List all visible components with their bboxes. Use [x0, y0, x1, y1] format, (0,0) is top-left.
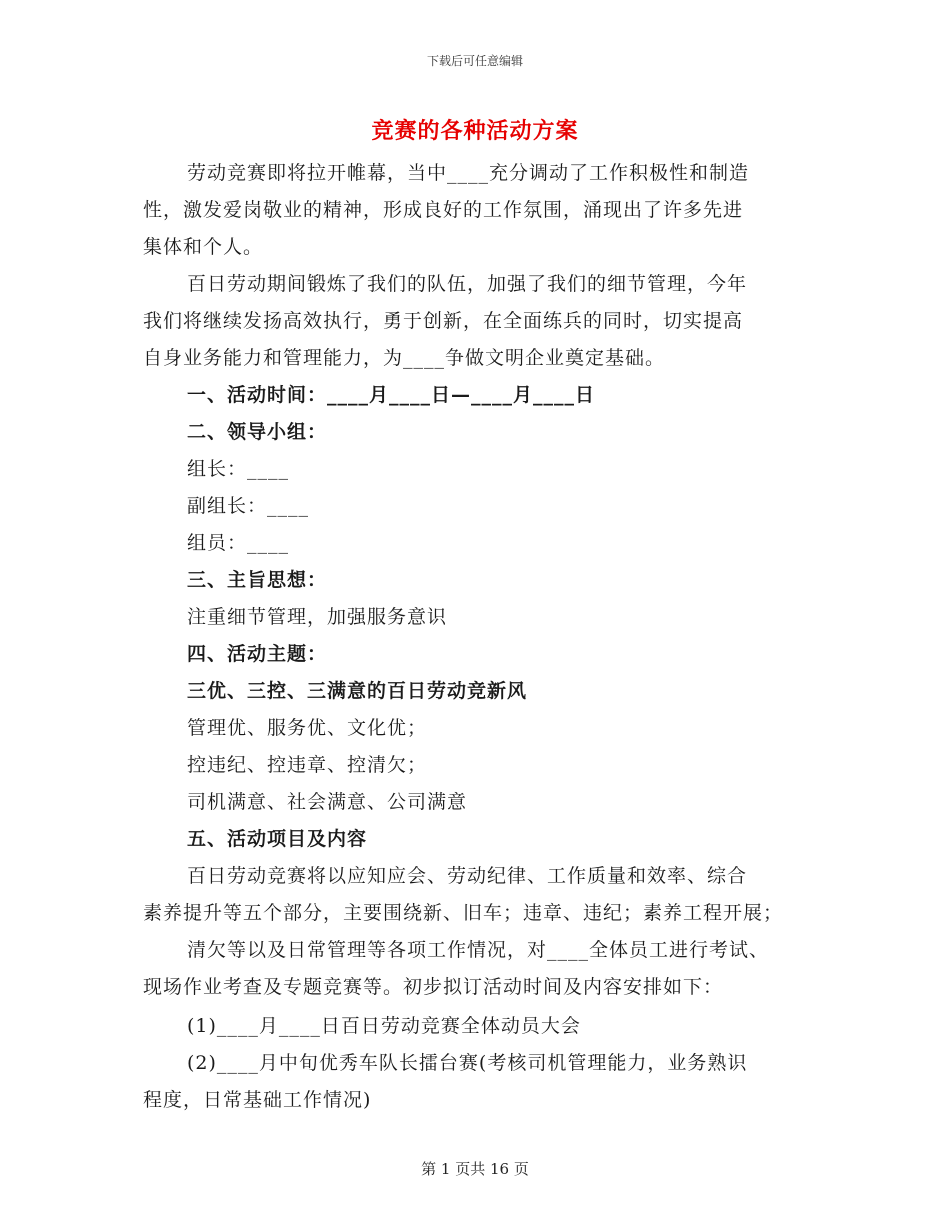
- deputy-leader-field: 副组长：____: [187, 495, 310, 517]
- paragraph-line: 性，激发爱岗敬业的精神，形成良好的工作氛围，涌现出了许多先进: [143, 199, 744, 221]
- section-heading-purpose: 三、主旨思想：: [187, 569, 328, 591]
- list-item: 控违纪、控违章、控清欠；: [187, 754, 428, 776]
- paragraph-line: 自身业务能力和管理能力，为____争做文明企业奠定基础。: [143, 347, 666, 369]
- paragraph-line: 清欠等以及日常管理等各项工作情况，对____全体员工进行考试、: [187, 939, 770, 961]
- section-heading-theme: 四、活动主题：: [187, 643, 328, 665]
- paragraph-line: 注重细节管理，加强服务意识: [187, 606, 448, 628]
- header-note: 下载后可任意编辑: [426, 54, 523, 68]
- page-footer: 第 1 页共 16 页: [421, 1160, 529, 1178]
- section-heading-time: 一、活动时间：____月____日—____月____日: [187, 384, 596, 406]
- paragraph-line: 程度，日常基础工作情况): [143, 1089, 372, 1111]
- numbered-item: (2)____月中旬优秀车队长擂台赛(考核司机管理能力，业务熟识: [187, 1052, 748, 1074]
- theme-text: 三优、三控、三满意的百日劳动竞新风: [187, 680, 528, 702]
- paragraph-line: 集体和个人。: [143, 236, 264, 258]
- list-item: 司机满意、社会满意、公司满意: [187, 791, 468, 813]
- document-title: 竞赛的各种活动方案: [371, 118, 579, 144]
- section-heading-leadership: 二、领导小组：: [187, 421, 328, 443]
- paragraph-line: 百日劳动期间锻炼了我们的队伍，加强了我们的细节管理，今年: [187, 273, 748, 295]
- list-item: 管理优、服务优、文化优；: [187, 717, 428, 739]
- paragraph-line: 现场作业考查及专题竞赛等。初步拟订活动时间及内容安排如下：: [143, 976, 724, 998]
- leader-field: 组长：____: [187, 458, 290, 480]
- paragraph-line: 百日劳动竞赛将以应知应会、劳动纪律、工作质量和效率、综合: [187, 865, 748, 887]
- member-field: 组员：____: [187, 532, 290, 554]
- paragraph-line: 我们将继续发扬高效执行，勇于创新，在全面练兵的同时，切实提高: [143, 310, 744, 332]
- paragraph-line: 劳动竞赛即将拉开帷幕，当中____充分调动了工作积极性和制造: [187, 162, 750, 184]
- section-heading-projects: 五、活动项目及内容: [187, 828, 368, 850]
- paragraph-line: 素养提升等五个部分，主要围绕新、旧车；违章、违纪；素养工程开展；: [143, 902, 784, 924]
- numbered-item: (1)____月____日百日劳动竞赛全体动员大会: [187, 1015, 581, 1037]
